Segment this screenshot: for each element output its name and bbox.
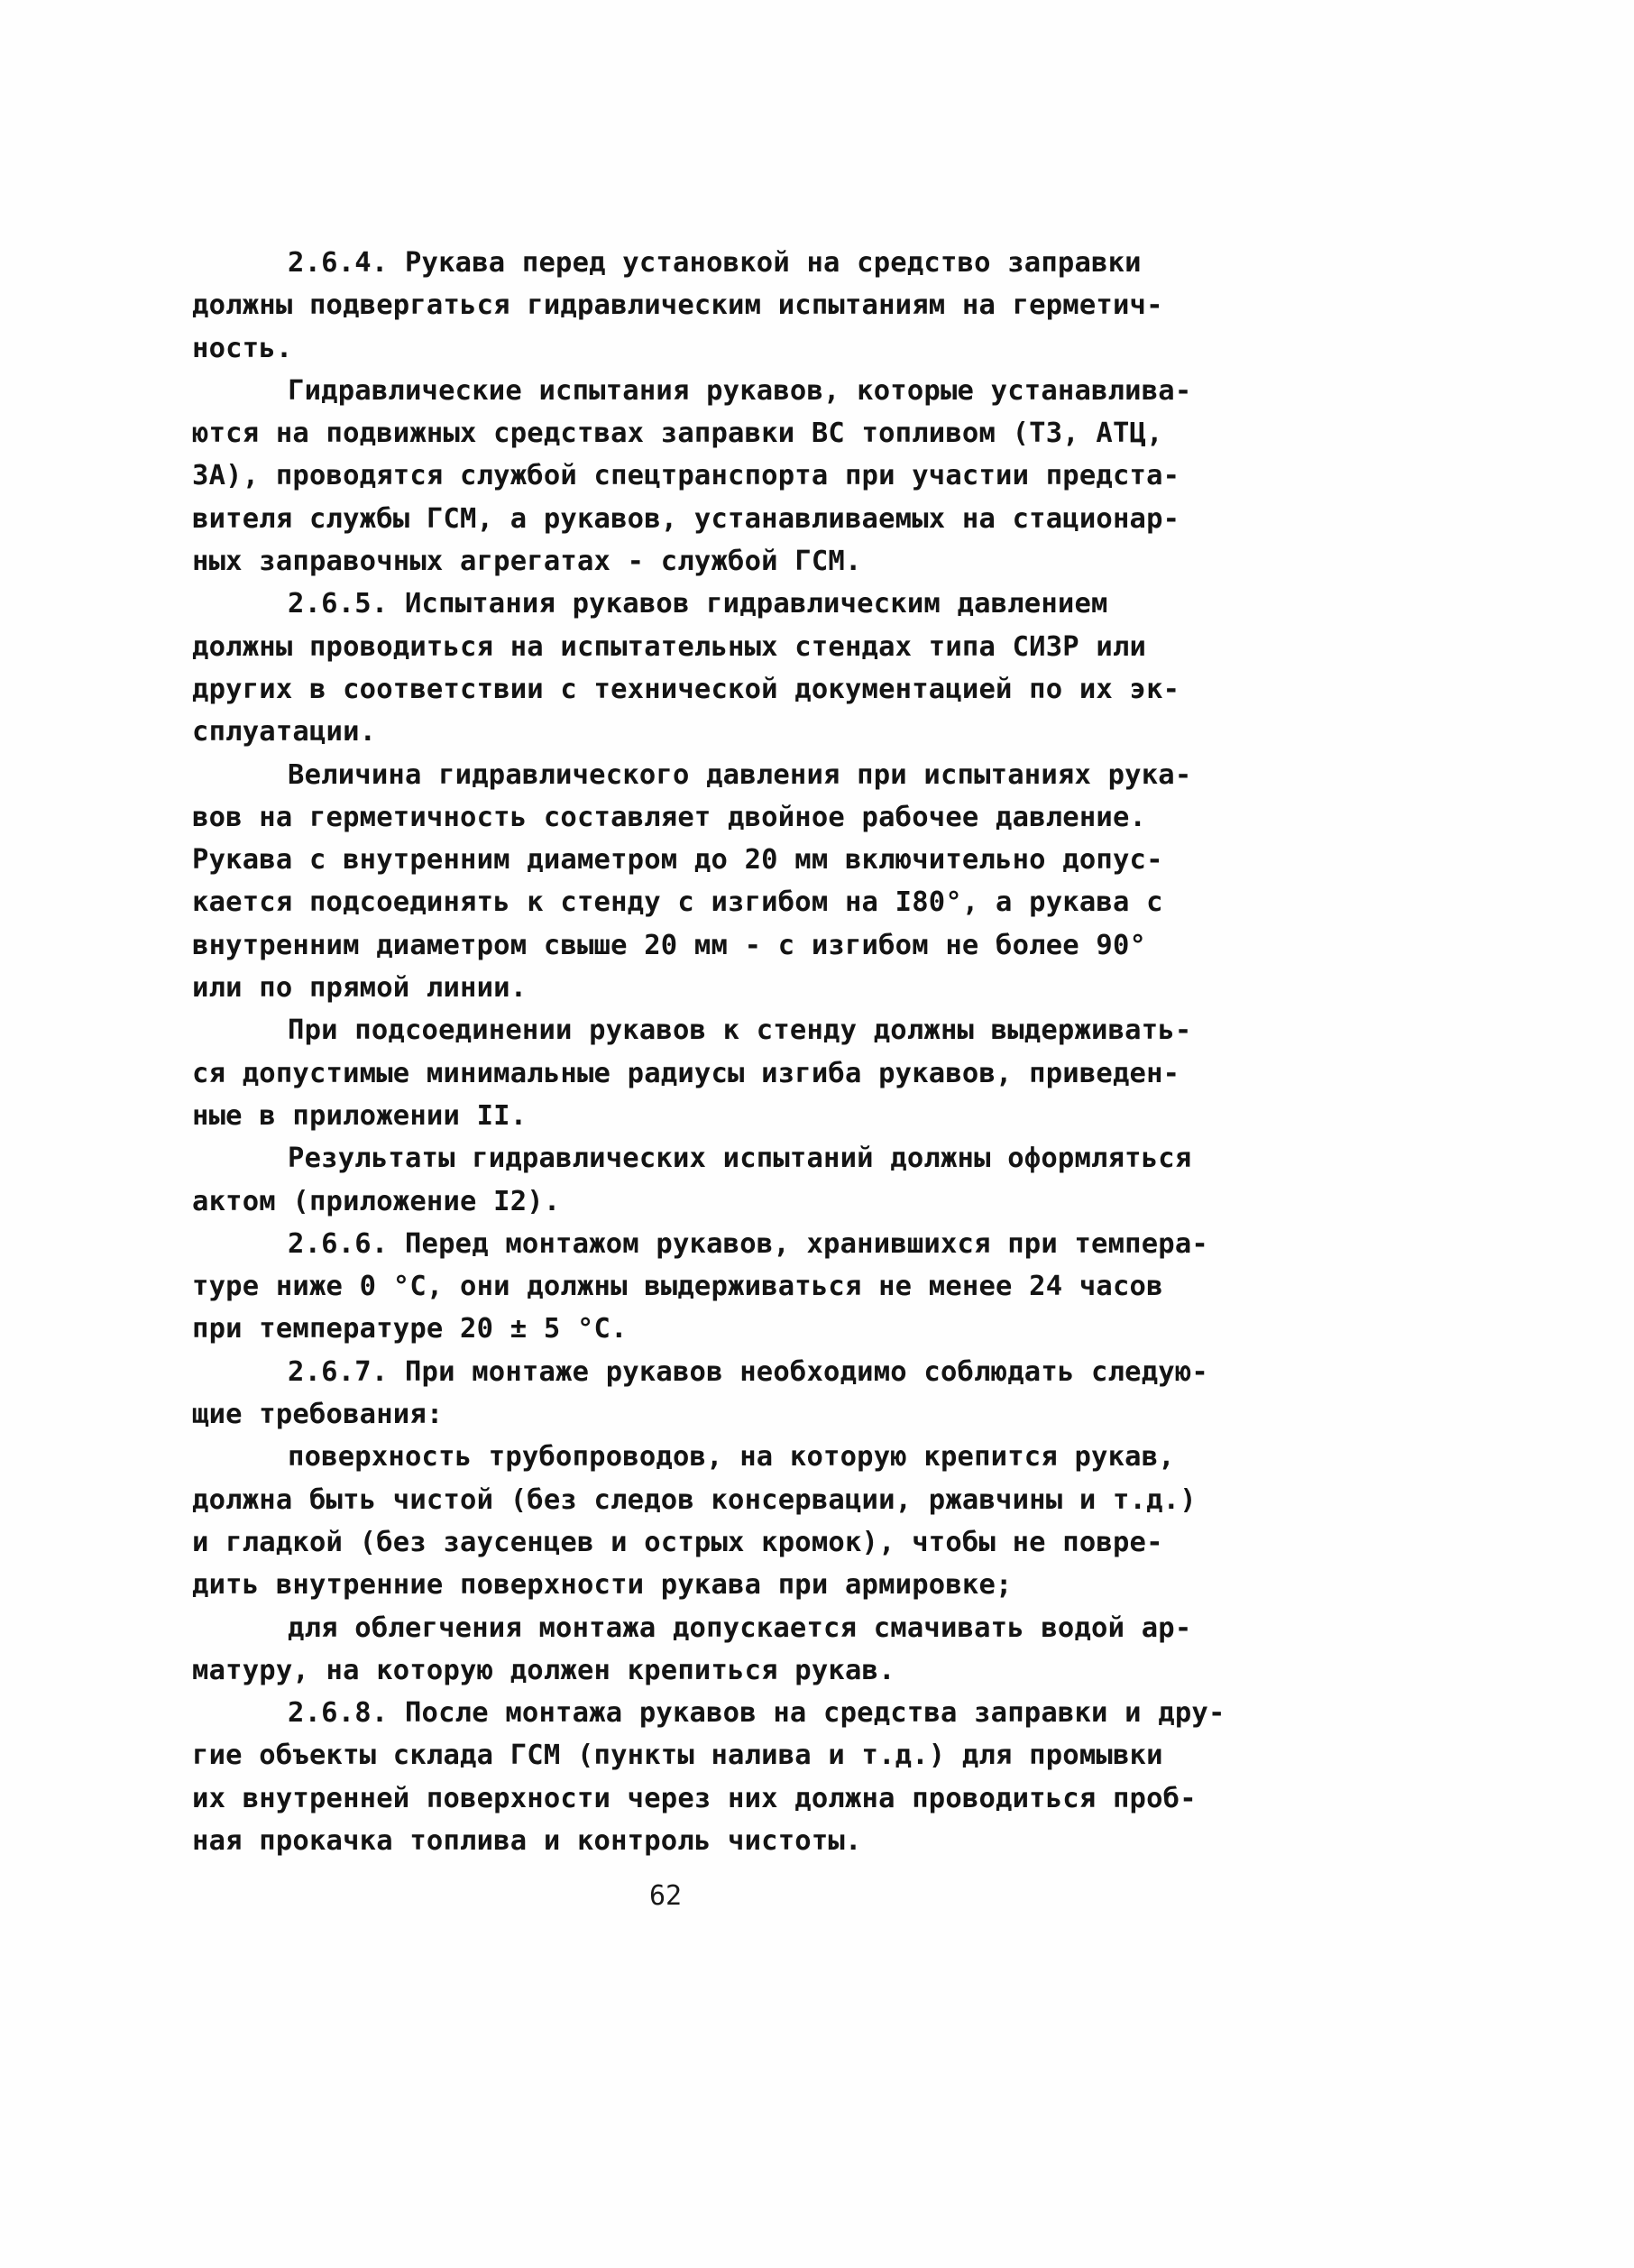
text-line: Рукава с внутренним диаметром до 20 мм включительно допус- <box>192 844 1163 877</box>
text-line: 2.6.4. Рукава перед установкой на средство заправки <box>288 247 1142 279</box>
text-line: должны проводиться на испытательных стендах типа СИЗР или <box>192 630 1147 663</box>
text-line: ются на подвижных средствах заправки ВС топливом (ТЗ, АТЦ, <box>192 418 1163 450</box>
text-line: ся допустимые минимальные радиусы изгиба рукавов, приведен- <box>192 1057 1180 1089</box>
text-line: дить внутренние поверхности рукава при армировке; <box>192 1569 1013 1602</box>
text-line: поверхность трубопроводов, на которую крепится рукав, <box>288 1441 1175 1474</box>
text-line: матуру, на которую должен крепиться рукав. <box>192 1654 895 1686</box>
text-line: должна быть чистой (без следов консервации, ржавчины и т.д.) <box>192 1483 1197 1516</box>
text-line: ЗА), проводятся службой спецтранспорта при участии предста- <box>192 460 1180 492</box>
text-line: ность. <box>192 332 293 364</box>
text-line: 2.6.8. После монтажа рукавов на средства заправки и дру- <box>288 1697 1226 1730</box>
text-line: ная прокачка топлива и контроль чистоты. <box>192 1824 862 1857</box>
text-line: вителя службы ГСМ, а рукавов, устанавливаемых на стационар- <box>192 502 1180 535</box>
text-line: для облегчения монтажа допускается смачивать водой ар- <box>288 1611 1192 1644</box>
text-line: сплуатации. <box>192 716 377 748</box>
text-line: щие требования: <box>192 1399 444 1431</box>
text-line: При подсоединении рукавов к стенду должны выдерживать- <box>288 1015 1192 1047</box>
text-line: ные в приложении II. <box>192 1099 528 1132</box>
text-line: кается подсоединять к стенду с изгибом на I80°, а рукава с <box>192 886 1163 919</box>
text-line: внутренним диаметром свыше 20 мм - с изгибом не более 90° <box>192 929 1147 961</box>
text-line: Гидравлические испытания рукавов, которые устанавлива- <box>288 374 1192 407</box>
text-line: других в соответствии с технической документацией по их эк- <box>192 673 1180 705</box>
text-line: 2.6.5. Испытания рукавов гидравлическим давлением <box>288 588 1108 620</box>
text-line: и гладкой (без заусенцев и острых кромок), чтобы не повре- <box>192 1526 1163 1558</box>
text-line: ных заправочных агрегатах - службой ГСМ. <box>192 546 862 578</box>
text-line: должны подвергаться гидравлическим испытаниям на герметич- <box>192 289 1163 322</box>
text-line: 2.6.7. При монтаже рукавов необходимо соблюдать следую- <box>288 1355 1208 1388</box>
text-line: актом (приложение I2). <box>192 1185 561 1217</box>
text-line: вов на герметичность составляет двойное рабочее давление. <box>192 801 1147 833</box>
text-line: или по прямой линии. <box>192 972 528 1005</box>
text-line: при температуре 20 ± 5 °С. <box>192 1313 628 1345</box>
text-line: туре ниже 0 °С, они должны выдерживаться не менее 24 часов <box>192 1271 1163 1303</box>
text-line: их внутренней поверхности через них должна проводиться проб- <box>192 1782 1197 1814</box>
page-number: 62 <box>648 1880 683 1912</box>
text-line: Величина гидравлического давления при испытаниях рука- <box>288 758 1192 791</box>
text-line: гие объекты склада ГСМ (пункты налива и т.д.) для промывки <box>192 1740 1163 1772</box>
text-line: 2.6.6. Перед монтажом рукавов, хранившихся при темпера- <box>288 1227 1208 1260</box>
body-text <box>192 242 1229 1862</box>
text-line: Результаты гидравлических испытаний должны оформляться <box>288 1143 1192 1175</box>
